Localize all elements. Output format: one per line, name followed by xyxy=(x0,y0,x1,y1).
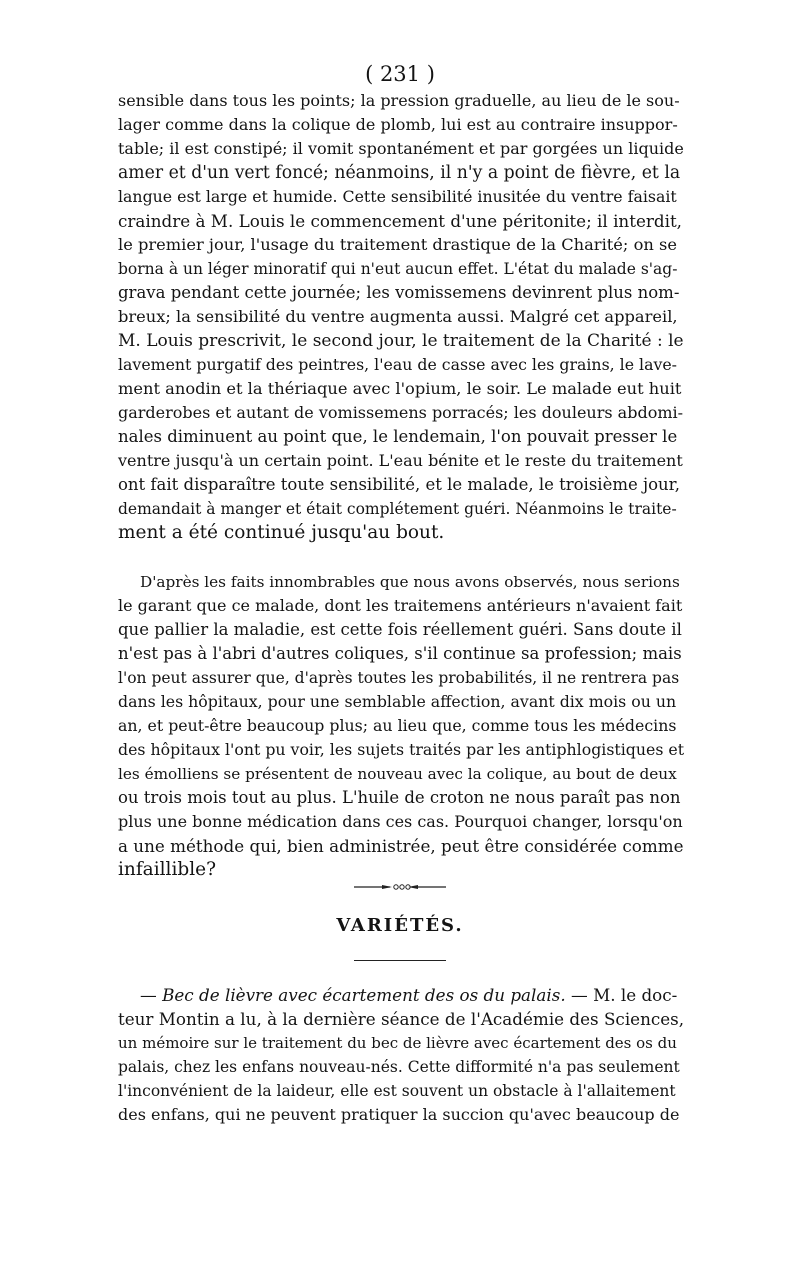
text-line: ou trois mois tout au plus. L'huile de croton ne nous paraît pas non xyxy=(118,788,681,807)
paragraph-varieties xyxy=(118,983,684,1127)
text-line: D'après les faits innombrables que nous avons observés, nous serions xyxy=(140,573,680,591)
page-number: ( 231 ) xyxy=(365,62,435,86)
text-line: M. Louis prescrivit, le second jour, le traitement de la Charité : le xyxy=(118,331,684,351)
text-line-first xyxy=(118,983,684,1007)
text-fragment: — M. le doc- xyxy=(565,985,678,1005)
text-line: les émolliens se présentent de nouveau avec la colique, au bout de deux xyxy=(118,765,677,783)
heading-rule xyxy=(354,960,446,961)
text-line: amer et d'un vert foncé; néanmoins, il n'y a point de fièvre, et la xyxy=(118,163,681,183)
text-line: le garant que ce malade, dont les traitemens antérieurs n'avaient fait xyxy=(118,596,683,615)
text-line: ont fait disparaître toute sensibilité, et le malade, le troisième jour, xyxy=(118,475,680,494)
text-line: lager comme dans la colique de plomb, lui est au contraire insuppor- xyxy=(118,115,678,134)
text-line: breux; la sensibilité du ventre augmenta aussi. Malgré cet appareil, xyxy=(118,307,678,326)
section-heading: VARIÉTÉS. xyxy=(336,915,464,936)
text-line: borna à un léger minoratif qui n'eut aucun effet. L'état du malade s'ag- xyxy=(118,260,678,278)
text-line: garderobes et autant de vomissemens porracés; les douleurs abdomi- xyxy=(118,403,684,422)
text-line: teur Montin a lu, à la dernière séance de l'Académie des Sciences, xyxy=(118,1009,685,1029)
paragraph-case-report xyxy=(118,89,684,545)
text-line: plus une bonne médication dans ces cas. Pourquoi changer, lorsqu'on xyxy=(118,812,683,831)
text-line: craindre à M. Louis le commencement d'une péritonite; il interdit, xyxy=(118,211,683,231)
article-title: Bec de lièvre avec écartement des os du palais. xyxy=(162,985,566,1005)
text-line: que pallier la maladie, est cette fois réellement guéri. Sans doute il xyxy=(118,620,682,639)
text-line: demandait à manger et était complétement guéri. Néanmoins le traite- xyxy=(118,500,677,518)
text-line: n'est pas à l'abri d'autres coliques, s'il continue sa profession; mais xyxy=(118,644,682,663)
text-line: table; il est constipé; il vomit spontanément et par gorgées un liquide xyxy=(118,139,684,158)
text-line: dans les hôpitaux, pour une semblable affection, avant dix mois ou un xyxy=(118,692,677,711)
ornament-divider xyxy=(352,882,448,892)
text-line: ment anodin et la thériaque avec l'opium, le soir. Le malade eut huit xyxy=(118,379,682,398)
text-line: des hôpitaux l'ont pu voir, les sujets traités par les antiphlogistiques et xyxy=(118,740,685,759)
text-line: grava pendant cette journée; les vomissemens devinrent plus nom- xyxy=(118,283,680,302)
text-line: infaillible? xyxy=(118,859,217,880)
text-line: ventre jusqu'à un certain point. L'eau bénite et le reste du traitement xyxy=(118,451,683,470)
text-line: sensible dans tous les points; la pression graduelle, au lieu de le sou- xyxy=(118,91,680,110)
text-line: l'on peut assurer que, d'après toutes les probabilités, il ne rentrera pas xyxy=(118,669,680,687)
text-line: lavement purgatif des peintres, l'eau de casse avec les grains, le lave- xyxy=(118,355,677,374)
text-line: a une méthode qui, bien administrée, peut être considérée comme xyxy=(118,836,684,856)
text-line: un mémoire sur le traitement du bec de lièvre avec écartement des os du xyxy=(118,1034,677,1052)
text-line: le premier jour, l'usage du traitement drastique de la Charité; on se xyxy=(118,235,677,254)
text-line: l'inconvénient de la laideur, elle est souvent un obstacle à l'allaitement xyxy=(118,1082,676,1100)
text-line: langue est large et humide. Cette sensibilité inusitée du ventre faisait xyxy=(118,187,677,206)
text-line: an, et peut-être beaucoup plus; au lieu que, comme tous les médecins xyxy=(118,716,677,735)
text-line: ment a été continué jusqu'au bout. xyxy=(118,522,445,543)
text-line: nales diminuent au point que, le lendemain, l'on pouvait presser le xyxy=(118,427,678,446)
text-line: palais, chez les enfans nouveau-nés. Cette difformité n'a pas seulement xyxy=(118,1058,680,1076)
lead-dash: — xyxy=(140,985,163,1005)
text-line: des enfans, qui ne peuvent pratiquer la succion qu'avec beaucoup de xyxy=(118,1105,680,1124)
paragraph-commentary xyxy=(118,570,684,882)
